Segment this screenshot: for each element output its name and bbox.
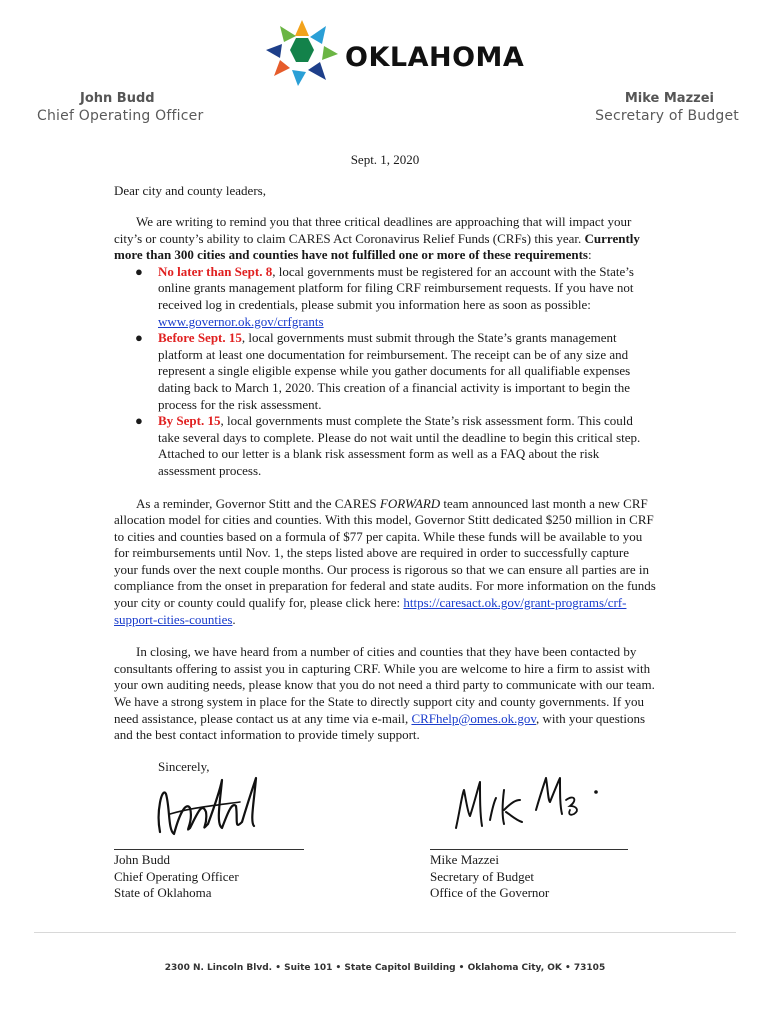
signatory-right-org: Office of the Governor (430, 885, 550, 901)
paragraph-1 (114, 214, 656, 264)
paragraph-2-text-a: As a reminder, Governor Stitt and the CARES (136, 495, 380, 511)
paragraph-2-text-b: team announced last month a new CRF allocation model for cities and counties. With this model, Governor Stitt dedicated $250 million in CRF to cities and counties based on a formula of $77 per capita. While these funds will be available to you for reimbursements until Nov. 1, the steps listed above are required in order to successfully capture your funds over the next couple months. Our process is rigorous so that we can ensure all parties are in compliance from the onset in preparation for federal and state audits. For more information on the funds your city or county could qualify for, please click here: (114, 495, 656, 611)
oklahoma-star-logo (262, 16, 342, 88)
paragraph-2 (114, 496, 656, 629)
paragraph-3-text-b: , with your questions and the best contact information to provide timely support. (114, 710, 646, 743)
header-right-name: Mike Mazzei (624, 91, 714, 106)
footer-divider (34, 932, 736, 933)
mike-mazzei-signature (450, 770, 610, 836)
deadline-text: , local governments must submit through the State’s grants management platform at least one documentation for reimbursement. The receipt can be of any size and represent a single eligible expense while you gather documents for all qualifiable expenses dating back to March 1, 2020. This creation of a financial activity is important to begin the process for the risk assessment. (158, 330, 631, 412)
letter-body (114, 214, 656, 744)
bullet-icon: ● (135, 330, 143, 346)
paragraph-2-end: . (232, 611, 236, 627)
crfgrants-link[interactable]: www.governor.ok.gov/crfgrants (158, 313, 324, 329)
paragraph-3-text-a: In closing, we have heard from a number of cities and counties that they have been contacted by consultants offering to assist you in capturing CRF. While you are welcome to hire a firm to assist with your own auditing needs, please know that you do not need a third party to communicate with our team. We have a strong system in place for the State to directly support city and county governments. If you need assistance, please contact us at any time via e-mail, (114, 644, 655, 726)
deadline-date: By Sept. 15 (158, 413, 221, 429)
signatory-left-title: Chief Operating Officer (114, 868, 239, 884)
header-right-title: Secretary of Budget (595, 108, 739, 124)
closing: Sincerely, (158, 759, 210, 774)
deadline-text: , local governments must complete the State’s risk assessment form. This could take several days to complete. Please do not wait until the deadline to begin this critical step. Attached to our letter is a blank risk assessment form as well as a FAQ about the risk assessment process. (158, 413, 641, 478)
deadline-item-2 (114, 330, 656, 413)
logo-wordmark: OKLAHOMA (345, 42, 525, 73)
deadline-item-1 (114, 264, 656, 330)
signatory-left (114, 852, 239, 902)
bullet-icon: ● (135, 263, 143, 279)
signature-line-right (430, 849, 628, 850)
header-left-title: Chief Operating Officer (37, 108, 204, 124)
deadline-date: Before Sept. 15 (158, 330, 242, 346)
header-left-name: John Budd (80, 91, 155, 106)
bullet-icon: ● (135, 413, 143, 429)
paragraph-1-bold: Currently more than 300 cities and counties have not fulfilled one or more of these requirements (114, 230, 640, 263)
salutation: Dear city and county leaders, (114, 183, 266, 198)
paragraph-1-text: We are writing to remind you that three critical deadlines are approaching that will impact your city’s or county’s ability to claim CARES Act Coronavirus Relief Funds (CRFs) this year. (114, 214, 632, 246)
footer-address: 2300 N. Lincoln Blvd. • Suite 101 • State Capitol Building • Oklahoma City, OK • 73105 (164, 963, 606, 973)
signature-line-left (114, 849, 304, 850)
paragraph-3 (114, 644, 656, 744)
signatory-right-name: Mike Mazzei (430, 852, 499, 867)
paragraph-1-end: : (588, 247, 592, 263)
deadline-item-3 (114, 413, 656, 479)
caresact-link[interactable]: https://caresact.ok.gov/grant-programs/crf-support-cities-counties (114, 595, 627, 627)
signatory-left-name: John Budd (114, 852, 170, 867)
john-budd-signature (150, 772, 270, 844)
signatory-left-org: State of Oklahoma (114, 885, 212, 901)
deadline-text: , local governments must be registered for an account with the State’s online grants management platform for filing CRF reimbursement requests. If you have not received log in credentials, please submit you information here as soon as possible: (158, 263, 634, 312)
crfhelp-email-link[interactable]: CRFhelp@omes.ok.gov (411, 710, 536, 726)
forward-word: FORWARD (379, 495, 441, 511)
deadline-list (114, 264, 656, 480)
signatory-right (430, 852, 549, 902)
deadline-date: No later than Sept. 8 (158, 263, 273, 279)
signatory-right-title: Secretary of Budget (430, 868, 534, 884)
letter-date: Sept. 1, 2020 (350, 152, 420, 167)
